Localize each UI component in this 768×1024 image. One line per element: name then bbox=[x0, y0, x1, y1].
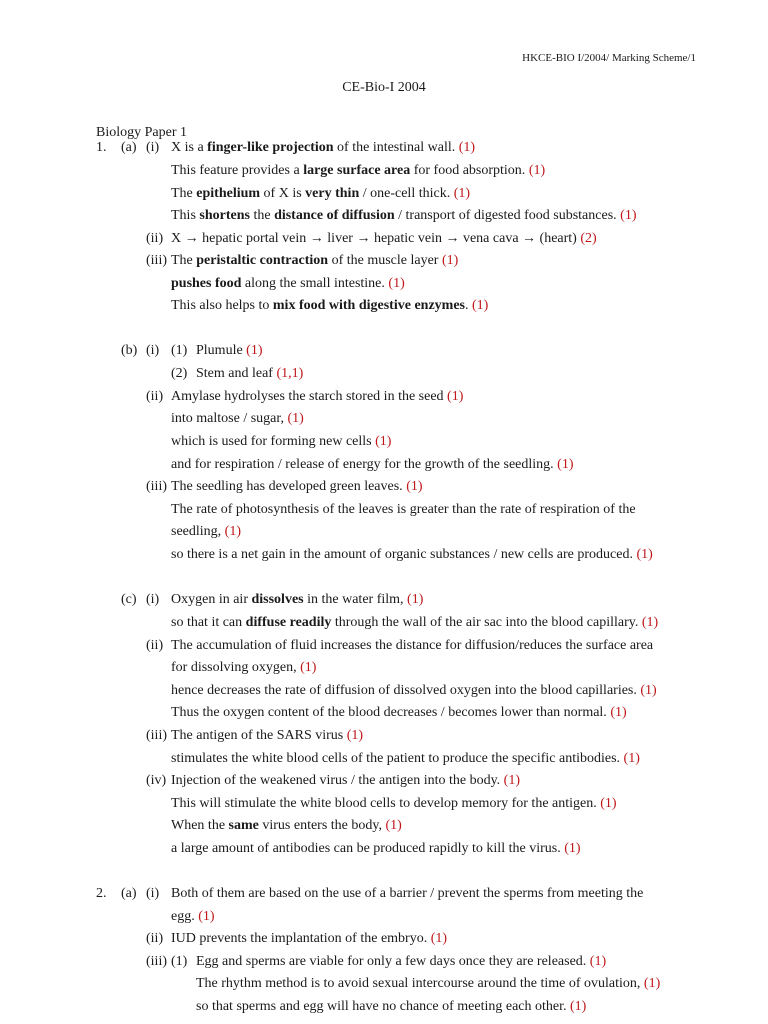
item-number: (ii) bbox=[146, 931, 164, 946]
mark-value: (1) bbox=[447, 389, 464, 404]
mark-value: (1) bbox=[610, 705, 627, 720]
answer-text bbox=[171, 795, 617, 813]
answer-text bbox=[196, 998, 586, 1016]
text-segment: This feature provides a bbox=[171, 163, 304, 178]
answer-text bbox=[171, 908, 215, 926]
text-segment: Stem and leaf bbox=[196, 366, 277, 381]
item-number: (b) bbox=[121, 343, 138, 358]
text-segment: The bbox=[171, 186, 197, 201]
answer-text bbox=[171, 275, 405, 293]
mark-value: (1) bbox=[224, 524, 241, 539]
answer-text bbox=[171, 433, 391, 451]
item-number: (iii) bbox=[146, 479, 167, 494]
answer-text bbox=[171, 591, 423, 609]
text-segment: for dissolving oxygen, bbox=[171, 660, 301, 675]
answer-text bbox=[171, 410, 304, 428]
mark-value: (1) bbox=[441, 253, 459, 268]
text-segment: This also helps to bbox=[171, 298, 273, 313]
item-number: (i) bbox=[146, 140, 160, 155]
mark-value: (2) bbox=[580, 231, 597, 246]
text-segment: the bbox=[249, 208, 275, 223]
item-number: 2. bbox=[96, 886, 107, 901]
mark-value: (1) bbox=[564, 841, 581, 856]
item-number: (iv) bbox=[146, 773, 167, 788]
item-number: (i) bbox=[146, 343, 160, 358]
mark-value: (1) bbox=[640, 683, 657, 698]
answer-text bbox=[171, 207, 636, 225]
text-segment: which is used for forming new cells bbox=[171, 434, 376, 449]
answer-text bbox=[171, 185, 470, 203]
mark-value: (1) bbox=[287, 411, 304, 426]
text-segment: Oxygen in air bbox=[171, 592, 252, 607]
text-segment: IUD prevents the implantation of the embryo. bbox=[171, 931, 431, 946]
text-segment: into maltose / sugar, bbox=[171, 411, 288, 426]
answer-text bbox=[171, 682, 657, 700]
key-term: peristaltic contraction bbox=[196, 253, 329, 268]
answer-text bbox=[196, 975, 660, 993]
answer-text bbox=[171, 885, 643, 903]
text-segment: The antigen of the SARS virus bbox=[171, 728, 347, 743]
mark-value: (1) bbox=[620, 208, 637, 223]
text-segment: Injection of the weakened virus / the antigen into the body. bbox=[171, 773, 504, 788]
text-segment: The seedling has developed green leaves. bbox=[171, 479, 407, 494]
text-segment: The rate of photosynthesis of the leaves is greater than the rate of respiration of the bbox=[171, 502, 636, 517]
item-number: (1) bbox=[171, 343, 188, 358]
answer-text bbox=[171, 478, 423, 496]
text-segment: in the water film, bbox=[303, 592, 408, 607]
text-segment: Plumule bbox=[196, 343, 247, 358]
text-segment: Egg and sperms are viable for only a few days once they are released. bbox=[196, 954, 590, 969]
answer-text bbox=[171, 750, 640, 768]
item-number: (ii) bbox=[146, 638, 164, 653]
answer-text bbox=[171, 546, 653, 564]
item-number: (iii) bbox=[146, 253, 167, 268]
mark-value: (1) bbox=[570, 999, 587, 1014]
text-segment: This bbox=[171, 208, 200, 223]
mark-value: (1) bbox=[600, 796, 617, 811]
text-segment: a large amount of antibodies can be produced rapidly to kill the virus. bbox=[171, 841, 565, 856]
answer-text bbox=[196, 342, 263, 360]
text-segment: stimulates the white blood cells of the patient to produce the specific antibodies. bbox=[171, 751, 624, 766]
text-segment: The rhythm method is to avoid sexual intercourse around the time of ovulation, bbox=[196, 976, 644, 991]
mark-value: (1) bbox=[375, 434, 392, 449]
text-segment: This will stimulate the white blood cells to develop memory for the antigen. bbox=[171, 796, 601, 811]
item-number: (a) bbox=[121, 886, 137, 901]
mark-value: (1) bbox=[528, 163, 546, 178]
text-segment: of X is bbox=[260, 186, 306, 201]
text-segment: Amylase hydrolyses the starch stored in the seed bbox=[171, 389, 448, 404]
document-title: CE-Bio-I 2004 bbox=[342, 80, 426, 95]
key-term: large surface area bbox=[303, 163, 411, 178]
answer-text bbox=[171, 772, 520, 790]
text-segment: seedling, bbox=[171, 524, 225, 539]
text-segment: virus enters the body, bbox=[258, 818, 386, 833]
text-segment: so that sperms and egg will have no chance of meeting each other. bbox=[196, 999, 570, 1014]
mark-value: (1) bbox=[388, 276, 405, 291]
text-segment: hence decreases the rate of diffusion of dissolved oxygen into the blood capillaries. bbox=[171, 683, 641, 698]
item-number: (iii) bbox=[146, 728, 167, 743]
answer-text bbox=[171, 139, 475, 157]
text-segment: . bbox=[464, 298, 472, 313]
text-segment: of the muscle layer bbox=[328, 253, 442, 268]
mark-value: (1) bbox=[346, 728, 364, 743]
answer-text bbox=[171, 162, 545, 180]
key-term: very thin bbox=[305, 186, 360, 201]
key-term: diffuse readily bbox=[245, 615, 332, 630]
answer-text bbox=[171, 704, 627, 722]
answer-text bbox=[171, 659, 316, 677]
text-segment: Both of them are based on the use of a barrier / prevent the sperms from meeting the bbox=[171, 886, 644, 901]
answer-text bbox=[196, 953, 606, 971]
item-number: (i) bbox=[146, 592, 160, 607]
item-number: 1. bbox=[96, 140, 107, 155]
text-segment: When the bbox=[171, 818, 229, 833]
mark-value: (1) bbox=[641, 615, 659, 630]
mark-value: (1) bbox=[406, 479, 423, 494]
answer-text bbox=[171, 840, 581, 858]
mark-value: (1) bbox=[453, 186, 471, 201]
answer-text bbox=[171, 930, 447, 948]
item-number: (c) bbox=[121, 592, 137, 607]
mark-value: (1) bbox=[636, 547, 653, 562]
mark-value: (1,1) bbox=[276, 366, 304, 381]
mark-value: (1) bbox=[458, 140, 476, 155]
mark-value: (1) bbox=[385, 818, 402, 833]
key-term: epithelium bbox=[196, 186, 261, 201]
item-number: (i) bbox=[146, 886, 160, 901]
answer-text bbox=[171, 501, 636, 519]
answer-text bbox=[171, 230, 597, 248]
answer-text bbox=[171, 388, 463, 406]
mark-value: (1) bbox=[246, 343, 263, 358]
text-segment: The accumulation of fluid increases the distance for diffusion/reduces the surface area bbox=[171, 638, 654, 653]
text-segment: and for respiration / release of energy for the growth of the seedling. bbox=[171, 457, 558, 472]
key-term: finger-like projection bbox=[207, 140, 334, 155]
answer-text bbox=[196, 365, 303, 383]
item-number: (a) bbox=[121, 140, 137, 155]
text-segment: egg. bbox=[171, 909, 199, 924]
mark-value: (1) bbox=[623, 751, 640, 766]
text-segment: The bbox=[171, 253, 197, 268]
item-number: (ii) bbox=[146, 389, 164, 404]
text-segment: / one-cell thick. bbox=[359, 186, 454, 201]
item-number: (ii) bbox=[146, 231, 164, 246]
mark-value: (1) bbox=[557, 457, 574, 472]
item-number: (iii) bbox=[146, 954, 167, 969]
key-term: pushes food bbox=[171, 276, 242, 291]
text-segment: of the intestinal wall. bbox=[333, 140, 459, 155]
mark-value: (1) bbox=[471, 298, 489, 313]
key-term: mix food with digestive enzymes bbox=[272, 298, 465, 313]
key-term: shortens bbox=[199, 208, 250, 223]
mark-value: (1) bbox=[430, 931, 448, 946]
mark-value: (1) bbox=[198, 909, 215, 924]
item-number: (2) bbox=[171, 366, 188, 381]
mark-value: (1) bbox=[407, 592, 424, 607]
mark-value: (1) bbox=[643, 976, 661, 991]
paper-subtitle: Biology Paper 1 bbox=[96, 125, 187, 140]
answer-text bbox=[171, 523, 241, 541]
answer-text bbox=[171, 297, 488, 315]
answer-text bbox=[171, 727, 363, 745]
text-segment: / transport of digested food substances. bbox=[394, 208, 621, 223]
key-term: dissolves bbox=[251, 592, 304, 607]
text-segment: so there is a net gain in the amount of organic substances / new cells are produced. bbox=[171, 547, 637, 562]
text-segment: X → hepatic portal vein → liver → hepatic vein → vena cava → (heart) bbox=[171, 231, 581, 246]
page-header: HKCE-BIO I/2004/ Marking Scheme/1 bbox=[522, 52, 696, 64]
answer-text bbox=[171, 817, 402, 835]
text-segment: for food absorption. bbox=[410, 163, 529, 178]
key-term: same bbox=[228, 818, 259, 833]
answer-text bbox=[171, 252, 458, 270]
text-segment: along the small intestine. bbox=[241, 276, 389, 291]
answer-text bbox=[171, 614, 658, 632]
text-segment: Thus the oxygen content of the blood decreases / becomes lower than normal. bbox=[171, 705, 611, 720]
text-segment: X is a bbox=[171, 140, 208, 155]
key-term: distance of diffusion bbox=[274, 208, 395, 223]
answer-text bbox=[171, 637, 653, 655]
text-segment: so that it can bbox=[171, 615, 246, 630]
text-segment: through the wall of the air sac into the blood capillary. bbox=[331, 615, 642, 630]
item-number: (1) bbox=[171, 954, 188, 969]
mark-value: (1) bbox=[300, 660, 317, 675]
answer-text bbox=[171, 456, 574, 474]
mark-value: (1) bbox=[589, 954, 607, 969]
mark-value: (1) bbox=[503, 773, 520, 788]
